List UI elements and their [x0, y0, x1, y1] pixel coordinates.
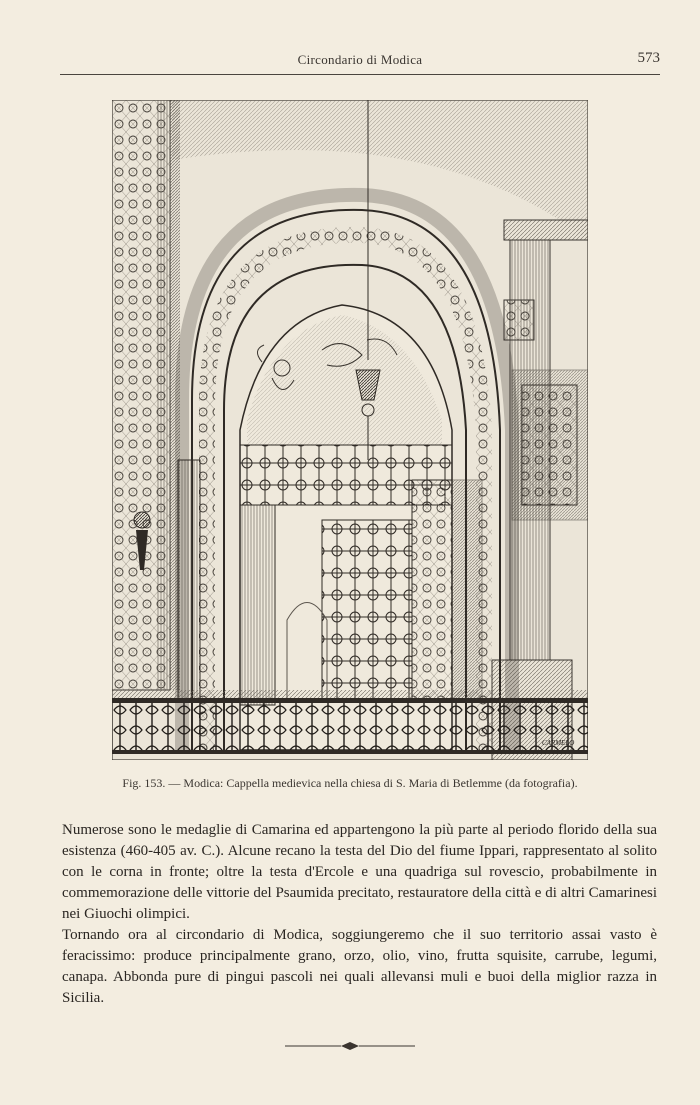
page-number: 573	[637, 50, 660, 66]
engraving-figure	[112, 100, 588, 760]
running-title: Circondario di Modica	[297, 52, 423, 67]
section-end-ornament	[285, 1040, 415, 1052]
engraver-signature: CARMELO	[542, 739, 575, 747]
paragraph: Tornando ora al circondario di Modica, soggiungeremo che il suo territorio assai vasto è feracissimo: produce principalmente grano, orzo, olio, vino, frutta squisite, carrube, legumi, canapa. Abbonda pure di pingui pascoli nei quali allevansi muli e buoi della miglior razza in Sicilia.	[62, 927, 657, 1006]
body-text	[62, 820, 657, 1009]
header-rule	[60, 74, 660, 75]
running-header	[60, 50, 660, 76]
paragraph: Numerose sono le medaglie di Camarina ed appartengono la più parte al periodo florido della sua esistenza (460-405 av. C.). Alcune recano la testa del Dio del fiume Ippari, rappresentato al solito con le corna in fronte; oltre la testa d'Ercole e una quadriga sul rovescio, probabilmente in commemorazione delle vittorie del Psaumida precitato, restauratore della città e di altri Camarinesi nei Giuochi olimpici.	[62, 822, 657, 922]
figure-caption: Fig. 153. — Modica: Cappella medievica nella chiesa di S. Maria di Betlemme (da fotografia).	[122, 776, 578, 790]
chapel-engraving-illustration	[112, 100, 588, 760]
